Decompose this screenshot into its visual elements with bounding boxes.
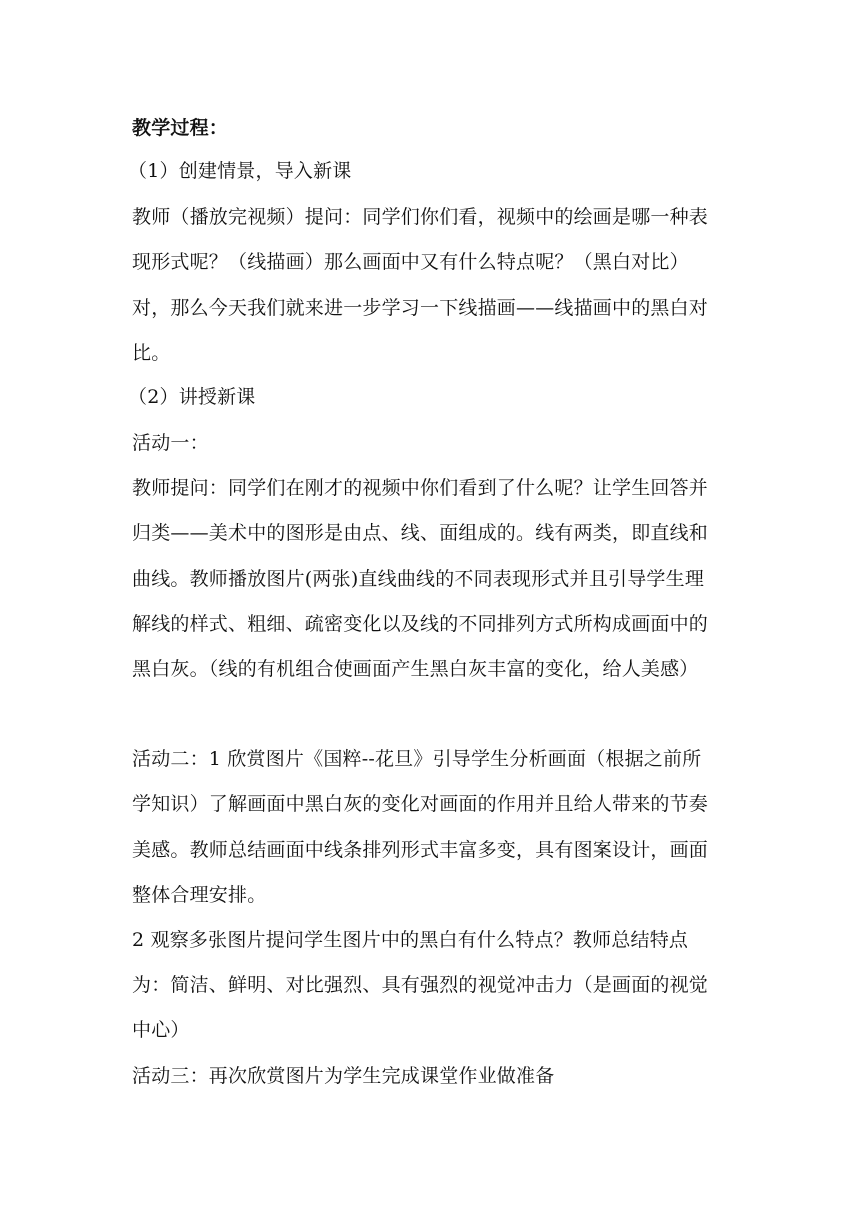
subsection-heading: （1）创建情景，导入新课 xyxy=(128,160,352,182)
text-line: 对，那么今天我们就来进一步学习一下线描画——线描画中的黑白对 xyxy=(132,297,709,319)
text-line: 归类——美术中的图形是由点、线、面组成的。线有两类，即直线和 xyxy=(132,522,709,544)
text-line: 教师提问：同学们在刚才的视频中你们看到了什么呢？让学生回答并 xyxy=(132,477,709,499)
text-line: 美感。教师总结画面中线条排列形式丰富多变，具有图案设计，画面 xyxy=(132,839,709,861)
text-line: 活动二：1 欣赏图片《国粹--花旦》引导学生分析画面（根据之前所 xyxy=(132,748,702,770)
text-line: 2 观察多张图片提问学生图片中的黑白有什么特点？教师总结特点 xyxy=(132,929,689,951)
text-line: 现形式呢？（线描画）那么画面中又有什么特点呢？（黑白对比） xyxy=(132,251,689,273)
section-heading: 教学过程： xyxy=(132,117,229,139)
text-line: 曲线。教师播放图片(两张)直线曲线的不同表现形式并且引导学生理 xyxy=(132,568,705,590)
text-line: 为：简洁、鲜明、对比强烈、具有强烈的视觉冲击力（是画面的视觉 xyxy=(132,974,709,996)
text-line: 解线的样式、粗细、疏密变化以及线的不同排列方式所构成画面中的 xyxy=(132,613,709,635)
text-line: 黑白灰。（线的有机组合使画面产生黑白灰丰富的变化，给人美感） xyxy=(132,658,699,680)
text-line: 整体合理安排。 xyxy=(132,884,267,906)
text-line: 活动一： xyxy=(132,432,209,454)
text-line: 中心） xyxy=(132,1019,190,1041)
text-line: 活动三：再次欣赏图片为学生完成课堂作业做准备 xyxy=(132,1065,555,1087)
text-line: 教师（播放完视频）提问：同学们你们看，视频中的绘画是哪一种表 xyxy=(132,206,709,228)
subsection-heading: （2）讲授新课 xyxy=(128,386,256,408)
text-line: 学知识）了解画面中黑白灰的变化对画面的作用并且给人带来的节奏 xyxy=(132,793,709,815)
text-line: 比。 xyxy=(132,342,171,364)
